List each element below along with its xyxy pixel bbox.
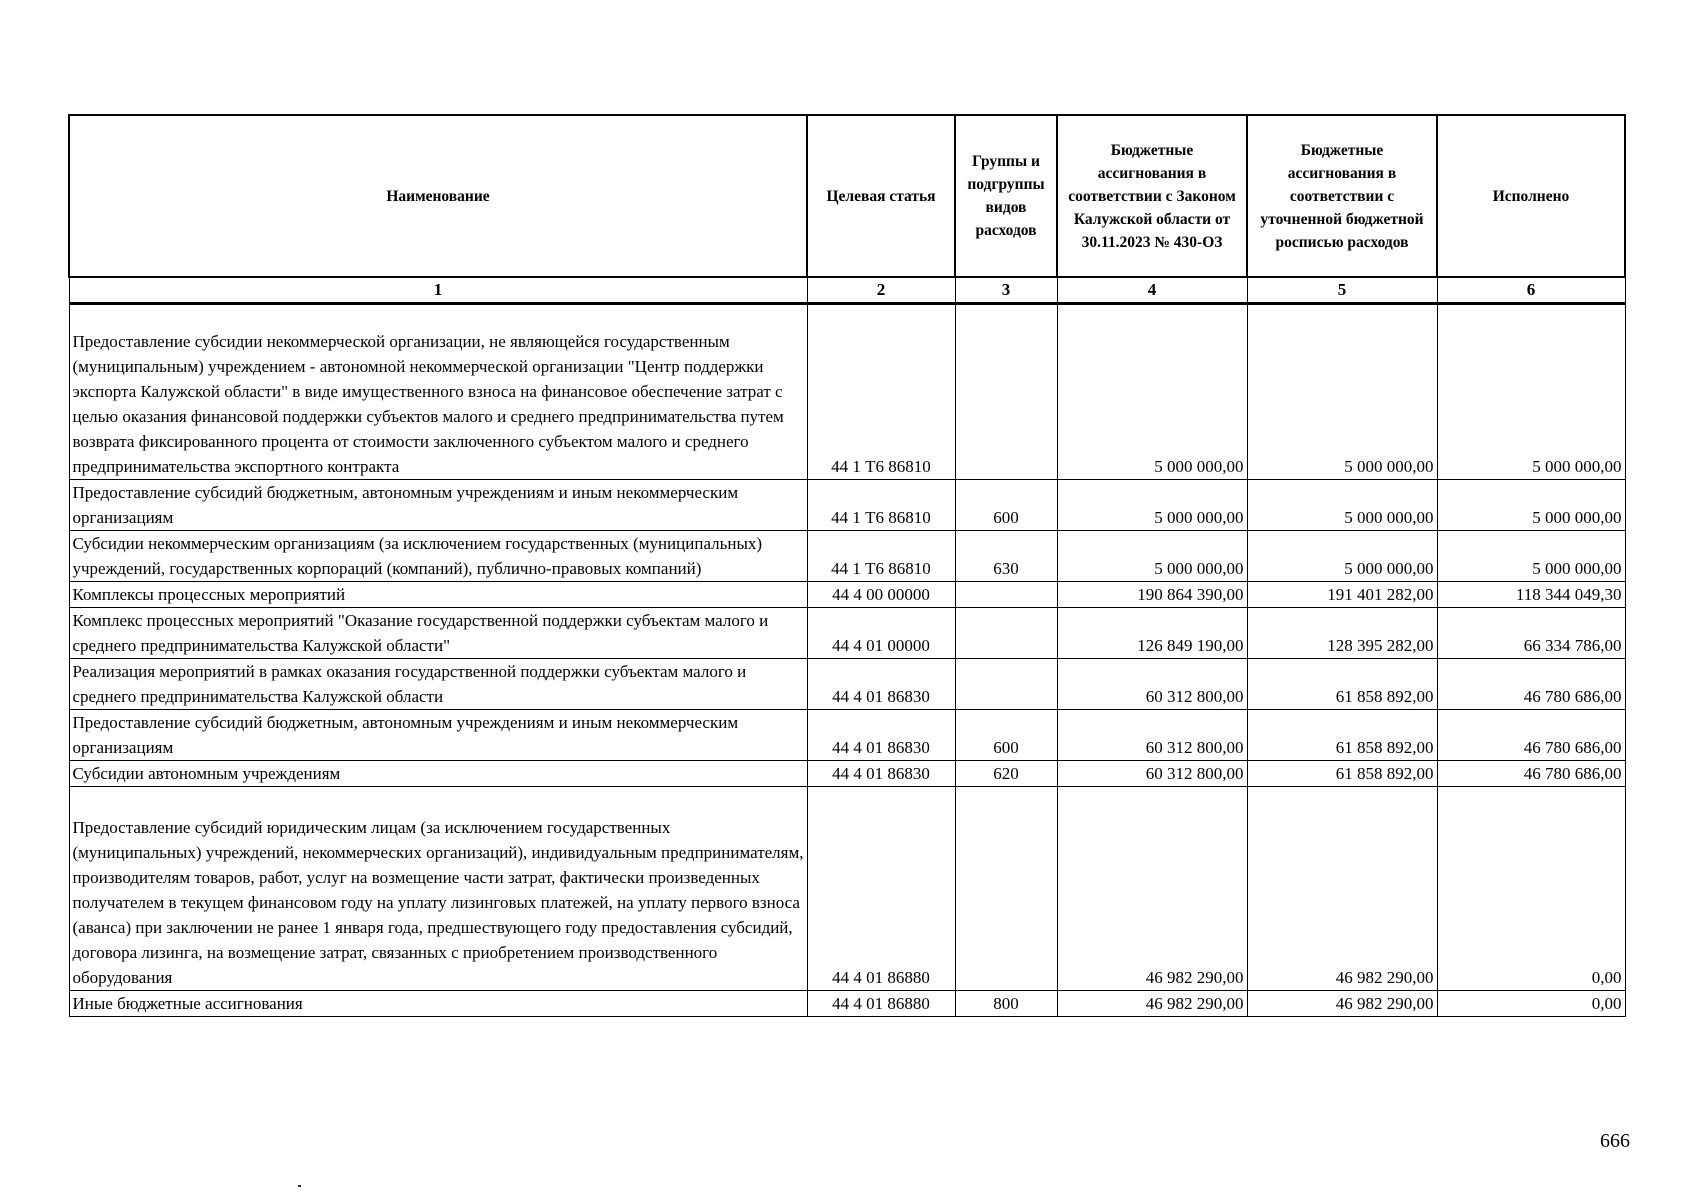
row-expense-group: 630 [955, 531, 1057, 582]
header-refined-allocations: Бюджетные ассигнования в соответствии с уточненной бюджетной росписью расходов [1247, 115, 1437, 277]
row-name: Комплексы процессных мероприятий [69, 582, 807, 608]
table-body [69, 304, 1625, 1017]
row-refined-allocation: 5 000 000,00 [1247, 531, 1437, 582]
row-law-allocation: 60 312 800,00 [1057, 659, 1247, 710]
row-executed: 46 780 686,00 [1437, 710, 1625, 761]
table-row [69, 659, 1625, 710]
row-refined-allocation: 128 395 282,00 [1247, 608, 1437, 659]
row-refined-allocation: 61 858 892,00 [1247, 710, 1437, 761]
row-refined-allocation: 61 858 892,00 [1247, 659, 1437, 710]
row-refined-allocation: 191 401 282,00 [1247, 582, 1437, 608]
row-target-article: 44 4 00 00000 [807, 582, 955, 608]
column-number: 4 [1057, 277, 1247, 304]
row-executed: 66 334 786,00 [1437, 608, 1625, 659]
row-target-article: 44 1 Т6 86810 [807, 480, 955, 531]
table-row [69, 608, 1625, 659]
row-name: Иные бюджетные ассигнования [69, 991, 807, 1017]
table-row [69, 304, 1625, 480]
row-refined-allocation: 61 858 892,00 [1247, 761, 1437, 787]
row-executed: 0,00 [1437, 787, 1625, 991]
header-executed: Исполнено [1437, 115, 1625, 277]
row-law-allocation: 190 864 390,00 [1057, 582, 1247, 608]
row-law-allocation: 126 849 190,00 [1057, 608, 1247, 659]
row-executed: 5 000 000,00 [1437, 480, 1625, 531]
row-target-article: 44 1 Т6 86810 [807, 531, 955, 582]
row-expense-group [955, 608, 1057, 659]
row-name: Предоставление субсидий бюджетным, автономным учреждениям и иным некоммерческим организациям [69, 710, 807, 761]
row-expense-group [955, 582, 1057, 608]
header-law-allocations: Бюджетные ассигнования в соответствии с Законом Калужской области от 30.11.2023 № 430-ОЗ [1057, 115, 1247, 277]
table-row [69, 480, 1625, 531]
row-expense-group [955, 787, 1057, 991]
budget-execution-table [68, 114, 1626, 1017]
row-name: Реализация мероприятий в рамках оказания государственной поддержки субъектам малого и среднего предпринимательства Калужской области [69, 659, 807, 710]
column-number: 2 [807, 277, 955, 304]
row-target-article: 44 4 01 86880 [807, 991, 955, 1017]
row-name: Субсидии автономным учреждениям [69, 761, 807, 787]
table-row [69, 531, 1625, 582]
row-target-article: 44 1 Т6 86810 [807, 304, 955, 480]
row-name: Субсидии некоммерческим организациям (за исключением государственных (муниципальных) учреждений, государственных корпораций (компаний), публично-правовых компаний) [69, 531, 807, 582]
row-executed: 5 000 000,00 [1437, 304, 1625, 480]
header-target-article: Целевая статья [807, 115, 955, 277]
row-refined-allocation: 5 000 000,00 [1247, 304, 1437, 480]
header-expense-group: Группы и подгруппы видов расходов [955, 115, 1057, 277]
row-law-allocation: 5 000 000,00 [1057, 480, 1247, 531]
row-law-allocation: 60 312 800,00 [1057, 710, 1247, 761]
row-target-article: 44 4 01 86830 [807, 710, 955, 761]
row-expense-group: 600 [955, 710, 1057, 761]
header-name: Наименование [69, 115, 807, 277]
row-executed: 118 344 049,30 [1437, 582, 1625, 608]
row-law-allocation: 60 312 800,00 [1057, 761, 1247, 787]
column-number: 1 [69, 277, 807, 304]
row-target-article: 44 4 01 86830 [807, 761, 955, 787]
row-expense-group: 800 [955, 991, 1057, 1017]
row-name: Комплекс процессных мероприятий "Оказание государственной поддержки субъектам малого и среднего предпринимательства Калужской области" [69, 608, 807, 659]
table-row [69, 787, 1625, 991]
row-refined-allocation: 46 982 290,00 [1247, 991, 1437, 1017]
table-header [69, 115, 1625, 304]
page-number: 666 [1600, 1130, 1630, 1152]
table-row [69, 761, 1625, 787]
header-row [69, 115, 1625, 277]
column-number-row [69, 277, 1625, 304]
row-name: Предоставление субсидий юридическим лицам (за исключением государственных (муниципальных) учреждений, некоммерческих организаций), индивидуальным предпринимателям, производителям товаров, работ, услуг на возмещение части затрат, фактически произведенных получателем в текущем финансовом году на уплату лизинговых платежей, на уплату первого взноса (аванса) при заключении не ранее 1 января года, предшествующего году предоставления субсидий, договора лизинга, на возмещение затрат, связанных с приобретением производственного оборудования [69, 787, 807, 991]
row-target-article: 44 4 01 86830 [807, 659, 955, 710]
row-expense-group: 620 [955, 761, 1057, 787]
table-row [69, 991, 1625, 1017]
row-executed: 0,00 [1437, 991, 1625, 1017]
row-expense-group: 600 [955, 480, 1057, 531]
table-row [69, 582, 1625, 608]
row-name: Предоставление субсидии некоммерческой организации, не являющейся государственным (муниципальным) учреждением - автономной некоммерческой организации "Центр поддержки экспорта Калужской области" в виде имущественного взноса на финансовое обеспечение затрат с целью оказания финансовой поддержки субъектов малого и среднего предпринимательства путем возврата фиксированного процента от стоимости заключенного субъектом малого и среднего предпринимательства экспортного контракта [69, 304, 807, 480]
row-executed: 5 000 000,00 [1437, 531, 1625, 582]
row-target-article: 44 4 01 86880 [807, 787, 955, 991]
table-row [69, 710, 1625, 761]
row-law-allocation: 46 982 290,00 [1057, 991, 1247, 1017]
scan-speck [298, 1185, 301, 1187]
row-expense-group [955, 304, 1057, 480]
row-executed: 46 780 686,00 [1437, 659, 1625, 710]
row-law-allocation: 5 000 000,00 [1057, 531, 1247, 582]
column-number: 5 [1247, 277, 1437, 304]
column-number: 3 [955, 277, 1057, 304]
row-expense-group [955, 659, 1057, 710]
column-number: 6 [1437, 277, 1625, 304]
row-target-article: 44 4 01 00000 [807, 608, 955, 659]
row-law-allocation: 46 982 290,00 [1057, 787, 1247, 991]
row-law-allocation: 5 000 000,00 [1057, 304, 1247, 480]
row-name: Предоставление субсидий бюджетным, автономным учреждениям и иным некоммерческим организациям [69, 480, 807, 531]
row-refined-allocation: 46 982 290,00 [1247, 787, 1437, 991]
row-refined-allocation: 5 000 000,00 [1247, 480, 1437, 531]
row-executed: 46 780 686,00 [1437, 761, 1625, 787]
